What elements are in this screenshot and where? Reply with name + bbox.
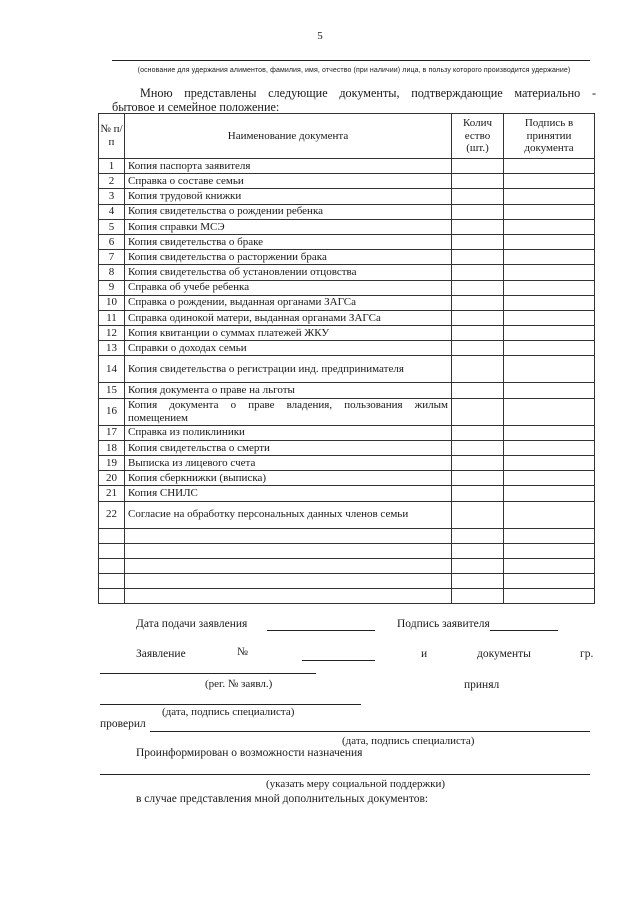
statement-number-field[interactable]	[302, 660, 375, 661]
quantity-cell[interactable]	[452, 234, 504, 249]
document-name: Копия СНИЛС	[125, 486, 452, 501]
row-number: 16	[99, 398, 125, 425]
quantity-cell[interactable]	[452, 204, 504, 219]
quantity-cell[interactable]	[452, 501, 504, 528]
signature-cell[interactable]	[504, 471, 595, 486]
support-measure-hint: (указать меру социальной поддержки)	[266, 778, 445, 790]
signature-cell[interactable]	[504, 558, 595, 573]
document-name: Копия свидетельства о браке	[125, 234, 452, 249]
signature-cell[interactable]	[504, 398, 595, 425]
table-row	[99, 383, 595, 398]
document-name: Копия квитанции о суммах платежей ЖКУ	[125, 326, 452, 341]
quantity-cell[interactable]	[452, 189, 504, 204]
document-name-cell[interactable]	[125, 558, 452, 573]
empty-table-row	[99, 588, 595, 603]
document-name: Копия свидетельства о смерти	[125, 440, 452, 455]
checked-signature-field[interactable]	[150, 731, 590, 732]
document-name: Согласие на обработку персональных данных членов семьи	[125, 501, 452, 528]
intro-line-2: бытовое и семейное положение:	[112, 100, 280, 114]
row-number: 17	[99, 425, 125, 440]
document-name-cell[interactable]	[125, 528, 452, 543]
date-sign-specialist-hint-2: (дата, подпись специалиста)	[342, 735, 475, 747]
additional-docs-label: в случае представления мной дополнительных документов:	[136, 793, 429, 805]
quantity-cell[interactable]	[452, 398, 504, 425]
table-row	[99, 250, 595, 265]
document-name: Копия документа о праве владения, пользования жилым помещением	[125, 398, 452, 425]
quantity-cell[interactable]	[452, 159, 504, 174]
document-name: Копия свидетельства о рождении ребенка	[125, 204, 452, 219]
signature-cell[interactable]	[504, 588, 595, 603]
quantity-cell[interactable]	[452, 558, 504, 573]
document-name: Копия паспорта заявителя	[125, 159, 452, 174]
quantity-cell[interactable]	[452, 543, 504, 558]
document-name: Выписка из лицевого счета	[125, 456, 452, 471]
signature-cell[interactable]	[504, 219, 595, 234]
quantity-cell[interactable]	[452, 440, 504, 455]
application-date-field[interactable]	[267, 630, 375, 631]
quantity-cell[interactable]	[452, 528, 504, 543]
empty-table-row	[99, 573, 595, 588]
quantity-cell[interactable]	[452, 383, 504, 398]
document-name-cell[interactable]	[125, 543, 452, 558]
quantity-cell[interactable]	[452, 588, 504, 603]
quantity-cell[interactable]	[452, 486, 504, 501]
document-name: Копия свидетельства о регистрации инд. предпринимателя	[125, 356, 452, 383]
quantity-cell[interactable]	[452, 295, 504, 310]
row-number: 15	[99, 383, 125, 398]
row-number: 9	[99, 280, 125, 295]
documents-table-body	[99, 159, 595, 604]
table-header-row	[99, 114, 595, 159]
signature-cell[interactable]	[504, 341, 595, 356]
signature-cell[interactable]	[504, 456, 595, 471]
document-name: Справка о рождении, выданная органами ЗАГСа	[125, 295, 452, 310]
signature-cell[interactable]	[504, 295, 595, 310]
signature-cell[interactable]	[504, 501, 595, 528]
table-row	[99, 341, 595, 356]
col-qty-header: Колич ество (шт.)	[452, 114, 504, 159]
document-name: Копия трудовой книжки	[125, 189, 452, 204]
quantity-cell[interactable]	[452, 341, 504, 356]
table-row	[99, 159, 595, 174]
table-row	[99, 234, 595, 249]
signature-cell[interactable]	[504, 326, 595, 341]
row-number: 12	[99, 326, 125, 341]
applicant-signature-label: Подпись заявителя	[397, 618, 490, 630]
row-number: 8	[99, 265, 125, 280]
row-number: 4	[99, 204, 125, 219]
signature-cell[interactable]	[504, 250, 595, 265]
table-row	[99, 295, 595, 310]
row-number: 13	[99, 341, 125, 356]
quantity-cell[interactable]	[452, 573, 504, 588]
signature-cell[interactable]	[504, 174, 595, 189]
quantity-cell[interactable]	[452, 425, 504, 440]
signature-cell[interactable]	[504, 425, 595, 440]
table-row	[99, 425, 595, 440]
applicant-signature-field[interactable]	[490, 630, 558, 631]
empty-table-row	[99, 543, 595, 558]
quantity-cell[interactable]	[452, 219, 504, 234]
table-row	[99, 398, 595, 425]
quantity-cell[interactable]	[452, 280, 504, 295]
row-number[interactable]	[99, 588, 125, 603]
row-number: 2	[99, 174, 125, 189]
signature-cell[interactable]	[504, 486, 595, 501]
quantity-cell[interactable]	[452, 471, 504, 486]
table-row	[99, 456, 595, 471]
signature-cell[interactable]	[504, 356, 595, 383]
empty-table-row	[99, 528, 595, 543]
accepted-signature-field[interactable]	[100, 704, 361, 705]
document-name: Копия свидетельства о расторжении брака	[125, 250, 452, 265]
row-number: 20	[99, 471, 125, 486]
row-number[interactable]	[99, 573, 125, 588]
row-number: 22	[99, 501, 125, 528]
signature-cell[interactable]	[504, 204, 595, 219]
quantity-cell[interactable]	[452, 356, 504, 383]
row-number: 10	[99, 295, 125, 310]
quantity-cell[interactable]	[452, 265, 504, 280]
alimony-basis-hint: (основание для удержания алиментов, фамилия, имя, отчество (при наличии) лица, в пользу которого производится удержание)	[137, 67, 571, 74]
table-row	[99, 501, 595, 528]
signature-cell[interactable]	[504, 265, 595, 280]
signature-cell[interactable]	[504, 159, 595, 174]
row-number: 3	[99, 189, 125, 204]
row-number: 18	[99, 440, 125, 455]
signature-cell[interactable]	[504, 310, 595, 325]
application-date-label: Дата подачи заявления	[136, 618, 248, 630]
support-measure-field[interactable]	[100, 774, 590, 775]
documents-intro	[112, 86, 596, 114]
document-name: Справка об учебе ребенка	[125, 280, 452, 295]
number-sign: №	[237, 646, 248, 658]
citizen-name-field[interactable]	[100, 673, 316, 674]
row-number: 7	[99, 250, 125, 265]
alimony-basis-line[interactable]	[112, 60, 590, 61]
and-word: и	[421, 648, 428, 660]
row-number: 11	[99, 310, 125, 325]
table-row	[99, 486, 595, 501]
signature-cell[interactable]	[504, 383, 595, 398]
table-row	[99, 280, 595, 295]
col-sign-header: Подпись в принятии документа	[504, 114, 595, 159]
empty-table-row	[99, 558, 595, 573]
citizen-abbr: гр.	[580, 648, 594, 660]
signature-cell[interactable]	[504, 280, 595, 295]
col-number-header: № п/ п	[99, 114, 125, 159]
accepted-label: принял	[464, 679, 500, 691]
signature-cell[interactable]	[504, 573, 595, 588]
row-number: 14	[99, 356, 125, 383]
col-name-header: Наименование документа	[125, 114, 452, 159]
statement-label: Заявление	[136, 648, 186, 660]
document-name-cell[interactable]	[125, 588, 452, 603]
informed-label: Проинформирован о возможности назначения	[136, 747, 363, 759]
row-number[interactable]	[99, 528, 125, 543]
row-number: 21	[99, 486, 125, 501]
document-name: Копия свидетельства об установлении отцовства	[125, 265, 452, 280]
document-name: Справка из поликлиники	[125, 425, 452, 440]
signature-cell[interactable]	[504, 189, 595, 204]
quantity-cell[interactable]	[452, 456, 504, 471]
documents-table	[98, 113, 595, 604]
row-number[interactable]	[99, 543, 125, 558]
signature-cell[interactable]	[504, 528, 595, 543]
row-number[interactable]	[99, 558, 125, 573]
checked-label: проверил	[100, 718, 146, 730]
document-name: Справка о составе семьи	[125, 174, 452, 189]
signature-cell[interactable]	[504, 543, 595, 558]
signature-cell[interactable]	[504, 234, 595, 249]
table-row	[99, 204, 595, 219]
document-name: Копия справки МСЭ	[125, 219, 452, 234]
date-sign-specialist-hint-1: (дата, подпись специалиста)	[162, 706, 295, 718]
reg-number-hint: (рег. № заявл.)	[205, 678, 273, 690]
table-row	[99, 189, 595, 204]
table-row	[99, 219, 595, 234]
table-row	[99, 174, 595, 189]
row-number: 1	[99, 159, 125, 174]
document-name: Справки о доходах семьи	[125, 341, 452, 356]
page-number: 5	[317, 30, 323, 42]
quantity-cell[interactable]	[452, 174, 504, 189]
document-name-cell[interactable]	[125, 573, 452, 588]
table-row	[99, 310, 595, 325]
table-row	[99, 265, 595, 280]
table-row	[99, 440, 595, 455]
document-name: Копия документа о праве на льготы	[125, 383, 452, 398]
quantity-cell[interactable]	[452, 250, 504, 265]
table-row	[99, 326, 595, 341]
documents-word: документы	[477, 648, 531, 660]
row-number: 6	[99, 234, 125, 249]
quantity-cell[interactable]	[452, 310, 504, 325]
quantity-cell[interactable]	[452, 326, 504, 341]
table-row	[99, 356, 595, 383]
row-number: 5	[99, 219, 125, 234]
row-number: 19	[99, 456, 125, 471]
signature-cell[interactable]	[504, 440, 595, 455]
table-row	[99, 471, 595, 486]
document-name: Справка одинокой матери, выданная органами ЗАГСа	[125, 310, 452, 325]
document-name: Копия сберкнижки (выписка)	[125, 471, 452, 486]
intro-line-1: Мною представлены следующие документы, подтверждающие материально -	[140, 86, 596, 100]
